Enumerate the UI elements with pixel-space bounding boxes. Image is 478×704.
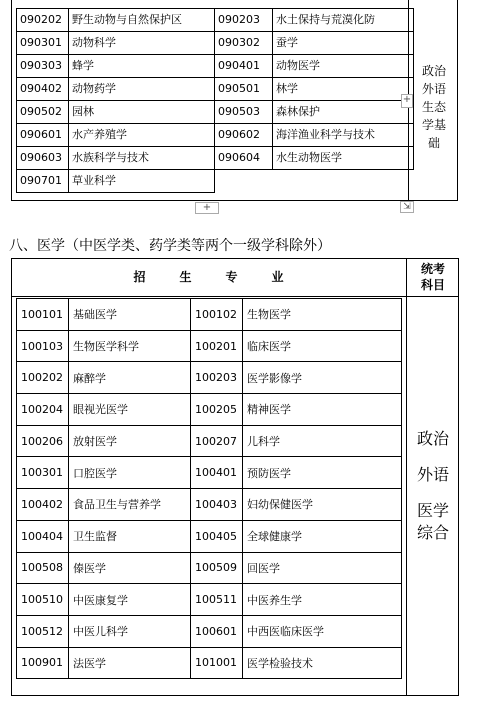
table-row bbox=[17, 362, 402, 394]
major-name-cell: 林学 bbox=[273, 78, 414, 101]
exam-subject-line: 学基 bbox=[421, 118, 446, 132]
exam-subject-line: 外语 bbox=[416, 465, 449, 484]
major-name-cell: 生物医学 bbox=[243, 299, 402, 331]
major-code-cell: 100508 bbox=[17, 552, 69, 584]
major-name-cell: 卫生监督 bbox=[69, 520, 191, 552]
table-row bbox=[17, 147, 414, 170]
major-code-cell: 100405 bbox=[191, 520, 243, 552]
major-name-cell: 海洋渔业科学与技术 bbox=[273, 124, 414, 147]
exam-subject-line: 础 bbox=[427, 136, 440, 150]
table-row bbox=[17, 489, 402, 521]
major-name-cell: 临床医学 bbox=[243, 330, 402, 362]
major-code-cell: 090202 bbox=[17, 9, 69, 32]
major-name-cell: 水产养殖学 bbox=[69, 124, 215, 147]
major-code-cell: 100510 bbox=[17, 584, 69, 616]
header-enrollment-major: 招生专业 bbox=[133, 270, 318, 284]
major-name-cell: 蜂学 bbox=[69, 55, 215, 78]
exam-subject-line: 政治 bbox=[416, 429, 449, 448]
table-row bbox=[17, 552, 402, 584]
table-row bbox=[17, 647, 402, 679]
major-code-cell: 100204 bbox=[17, 394, 69, 426]
table-insert-column-handle[interactable]: + bbox=[401, 94, 413, 108]
major-code-cell: 090501 bbox=[215, 78, 273, 101]
major-code-cell: 100511 bbox=[191, 584, 243, 616]
header-exam-line-2: 科目 bbox=[420, 278, 445, 292]
major-code-cell: 090604 bbox=[215, 147, 273, 170]
major-code-cell: 100404 bbox=[17, 520, 69, 552]
table-row bbox=[17, 78, 414, 101]
major-name-cell: 放射医学 bbox=[69, 425, 191, 457]
major-name-cell: 动物药学 bbox=[69, 78, 215, 101]
table-row bbox=[17, 425, 402, 457]
major-code-cell: 090503 bbox=[215, 101, 273, 124]
major-name-cell: 全球健康学 bbox=[243, 520, 402, 552]
major-name-cell: 医学影像学 bbox=[243, 362, 402, 394]
exam-subject-line: 生态 bbox=[421, 100, 446, 114]
major-name-cell: 动物医学 bbox=[273, 55, 414, 78]
major-code-cell: 100207 bbox=[191, 425, 243, 457]
exam-subject-line: 政治 bbox=[421, 64, 446, 78]
major-name-cell: 草业科学 bbox=[69, 170, 215, 193]
exam-subject-group bbox=[408, 500, 458, 544]
major-code-cell: 100206 bbox=[17, 425, 69, 457]
bottom-column-divider bbox=[406, 258, 407, 696]
major-code-cell: 100202 bbox=[17, 362, 69, 394]
major-name-cell: 动物科学 bbox=[69, 32, 215, 55]
major-code-cell: 100203 bbox=[191, 362, 243, 394]
major-name-cell: 基础医学 bbox=[69, 299, 191, 331]
major-code-cell: 100301 bbox=[17, 457, 69, 489]
major-code-cell: 100102 bbox=[191, 299, 243, 331]
table-row bbox=[17, 615, 402, 647]
major-name-cell: 水生动物医学 bbox=[273, 147, 414, 170]
table-row bbox=[17, 299, 402, 331]
major-name-cell: 蚕学 bbox=[273, 32, 414, 55]
exam-subject-line: 医学 bbox=[416, 501, 449, 520]
major-code-cell: 100401 bbox=[191, 457, 243, 489]
major-code-cell: 100205 bbox=[191, 394, 243, 426]
major-name-cell: 妇幼保健医学 bbox=[243, 489, 402, 521]
bottom-major-table bbox=[16, 298, 402, 679]
header-exam-line-1: 统考 bbox=[420, 262, 445, 276]
major-code-cell: 090603 bbox=[17, 147, 69, 170]
exam-subject-line: 外语 bbox=[421, 82, 446, 96]
section-title: 八、医学（中医学类、药学类等两个一级学科除外） bbox=[9, 238, 331, 254]
major-name-cell: 傣医学 bbox=[69, 552, 191, 584]
major-name-cell: 生物医学科学 bbox=[69, 330, 191, 362]
major-code-cell: 100403 bbox=[191, 489, 243, 521]
major-code-cell: 100402 bbox=[17, 489, 69, 521]
major-code-cell: 100103 bbox=[17, 330, 69, 362]
major-name-cell: 回医学 bbox=[243, 552, 402, 584]
major-code-cell: 090303 bbox=[17, 55, 69, 78]
major-name-cell: 口腔医学 bbox=[69, 457, 191, 489]
major-name-cell: 中医养生学 bbox=[243, 584, 402, 616]
major-code-cell: 100201 bbox=[191, 330, 243, 362]
major-code-cell: 100101 bbox=[17, 299, 69, 331]
table-row bbox=[17, 55, 414, 78]
major-code-cell: 090302 bbox=[215, 32, 273, 55]
major-name-cell: 精神医学 bbox=[243, 394, 402, 426]
major-code-cell: 100601 bbox=[191, 615, 243, 647]
major-name-cell: 园林 bbox=[69, 101, 215, 124]
major-name-cell: 眼视光医学 bbox=[69, 394, 191, 426]
table-row bbox=[17, 457, 402, 489]
major-code-cell: 090701 bbox=[17, 170, 69, 193]
header-exam-subjects bbox=[407, 258, 459, 296]
major-code-cell: 090402 bbox=[17, 78, 69, 101]
major-name-cell: 儿科学 bbox=[243, 425, 402, 457]
major-code-cell: 100901 bbox=[17, 647, 69, 679]
table-resize-handle[interactable]: ⇲ bbox=[400, 201, 414, 213]
table-row bbox=[17, 584, 402, 616]
exam-subject-group bbox=[408, 428, 458, 450]
exam-subject-line: 综合 bbox=[416, 523, 449, 542]
major-code-cell: 100509 bbox=[191, 552, 243, 584]
major-code-cell: 090203 bbox=[215, 9, 273, 32]
major-name-cell: 法医学 bbox=[69, 647, 191, 679]
major-name-cell: 中医康复学 bbox=[69, 584, 191, 616]
table-row bbox=[17, 124, 414, 147]
major-name-cell: 野生动物与自然保护区 bbox=[69, 9, 215, 32]
table-row bbox=[17, 330, 402, 362]
exam-subject-group bbox=[408, 464, 458, 486]
major-name-cell: 水族科学与技术 bbox=[69, 147, 215, 170]
major-name-cell: 中西医临床医学 bbox=[243, 615, 402, 647]
major-name-cell: 食品卫生与营养学 bbox=[69, 489, 191, 521]
major-name-cell: 森林保护 bbox=[273, 101, 414, 124]
major-code-cell: 090602 bbox=[215, 124, 273, 147]
major-code-cell: 090502 bbox=[17, 101, 69, 124]
major-name-cell: 中医儿科学 bbox=[69, 615, 191, 647]
major-code-cell: 090401 bbox=[215, 55, 273, 78]
top-major-table bbox=[16, 8, 414, 193]
major-name-cell: 预防医学 bbox=[243, 457, 402, 489]
major-name-cell: 水土保持与荒漠化防 bbox=[273, 9, 414, 32]
table-insert-row-handle[interactable]: + bbox=[195, 202, 219, 214]
table-row bbox=[17, 101, 414, 124]
top-exam-subjects bbox=[416, 62, 452, 152]
major-code-cell: 100512 bbox=[17, 615, 69, 647]
major-name-cell: 麻醉学 bbox=[69, 362, 191, 394]
major-code-cell: 090301 bbox=[17, 32, 69, 55]
table-row bbox=[17, 170, 414, 193]
table-row bbox=[17, 394, 402, 426]
table-row bbox=[17, 9, 414, 32]
major-code-cell: 090601 bbox=[17, 124, 69, 147]
table-row bbox=[17, 520, 402, 552]
bottom-header-divider bbox=[11, 296, 459, 297]
bottom-exam-subjects bbox=[408, 428, 458, 558]
major-code-cell: 101001 bbox=[191, 647, 243, 679]
major-name-cell: 医学检验技术 bbox=[243, 647, 402, 679]
table-row bbox=[17, 32, 414, 55]
